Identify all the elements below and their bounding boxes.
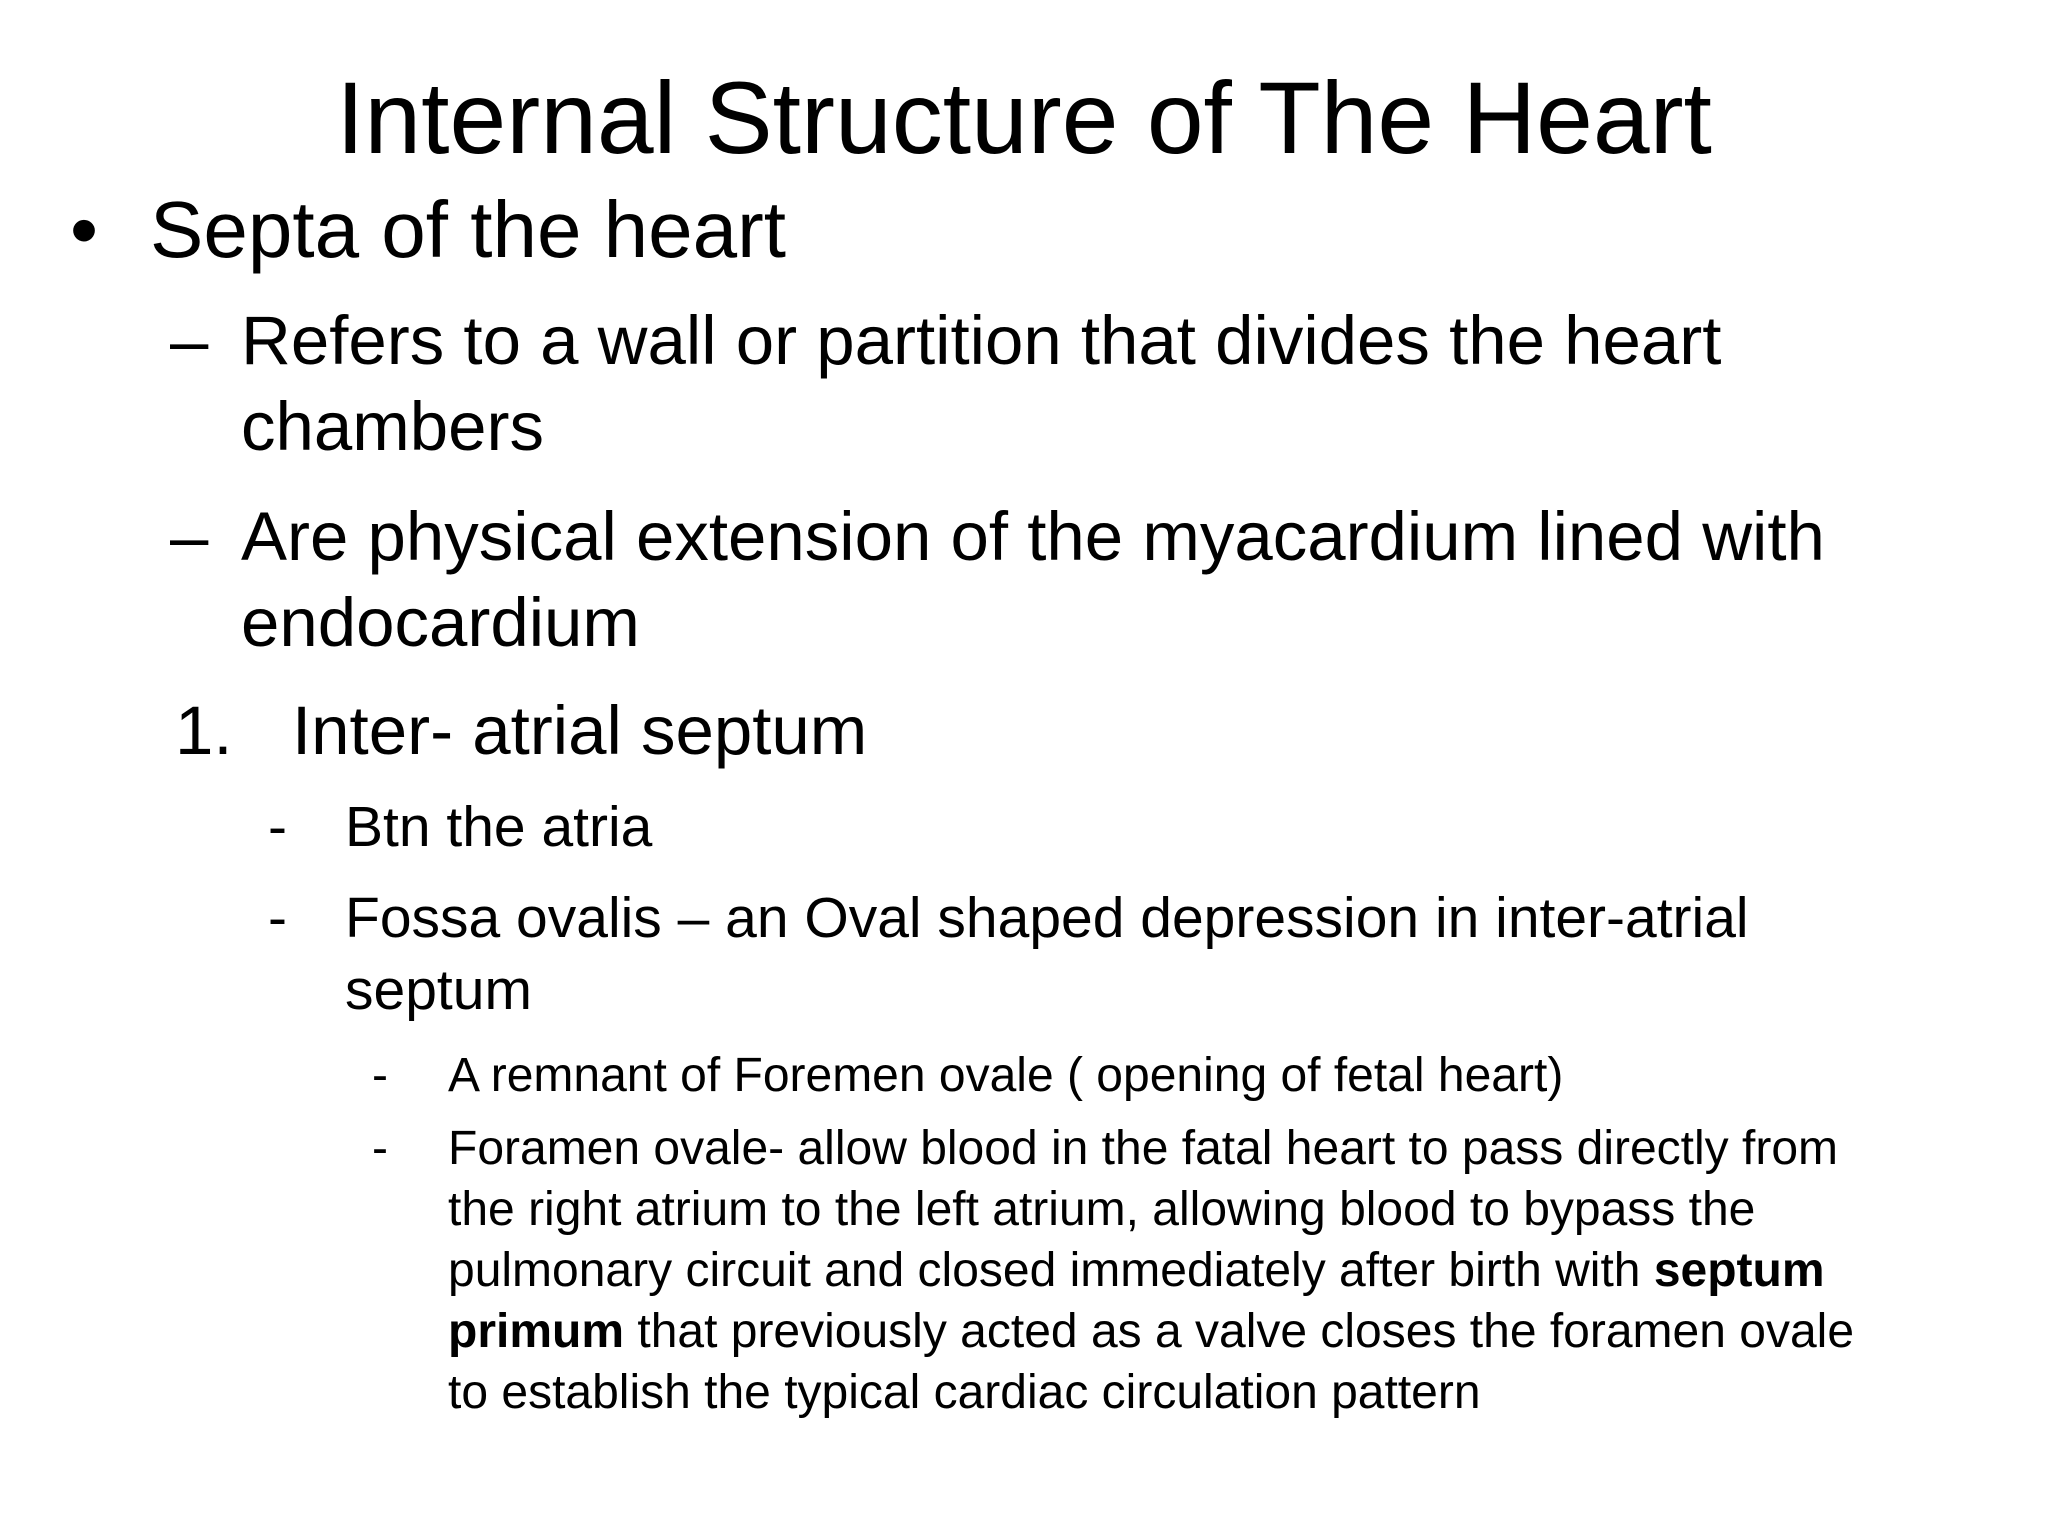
subdash-item-foramen-line3 — [448, 1240, 1825, 1301]
subdash-item-foramen-line4 — [448, 1301, 1854, 1362]
dash-marker: - — [268, 886, 287, 950]
dash-marker: - — [268, 795, 287, 859]
slide-title: Internal Structure of The Heart — [336, 61, 1712, 175]
dash-marker: – — [170, 302, 209, 379]
bullet-septa-heading: Septa of the heart — [150, 185, 787, 274]
dash-item-btn-atria: Btn the atria — [345, 795, 653, 859]
subdash-item-foramen-line5: to establish the typical cardiac circulation pattern — [448, 1366, 1481, 1419]
foramen-line4-text: that previously acted as a valve closes the foramen ovale — [624, 1305, 1855, 1358]
subdash-item-foramen-line2: the right atrium to the left atrium, allowing blood to bypass the — [448, 1183, 1756, 1236]
dash-item-fossa-ovalis-line1: Fossa ovalis – an Oval shaped depression in inter-atrial — [345, 886, 1749, 950]
sub-item-extension-line2: endocardium — [241, 584, 640, 661]
dash-marker: - — [372, 1122, 388, 1175]
numbered-item-interatrial-septum: Inter- atrial septum — [292, 692, 868, 769]
sub-item-definition-line1: Refers to a wall or partition that divides the heart — [241, 302, 1722, 379]
dash-item-fossa-ovalis-line2: septum — [345, 958, 532, 1022]
septum-bold-term: septum — [1653, 1244, 1825, 1297]
sub-item-extension-line1: Are physical extension of the myacardium lined with — [241, 498, 1825, 575]
numbered-marker: 1. — [175, 692, 233, 769]
dash-marker: - — [372, 1049, 388, 1102]
bullet-marker: • — [70, 185, 99, 274]
foramen-line3-text: pulmonary circuit and closed immediately after birth with — [448, 1244, 1654, 1297]
sub-item-definition-line2: chambers — [241, 388, 544, 465]
primum-bold-term: primum — [448, 1305, 625, 1358]
dash-marker: – — [170, 498, 209, 575]
subdash-item-remnant: A remnant of Foremen ovale ( opening of fetal heart) — [448, 1049, 1564, 1102]
subdash-item-foramen-line1: Foramen ovale- allow blood in the fatal heart to pass directly from — [448, 1122, 1839, 1175]
